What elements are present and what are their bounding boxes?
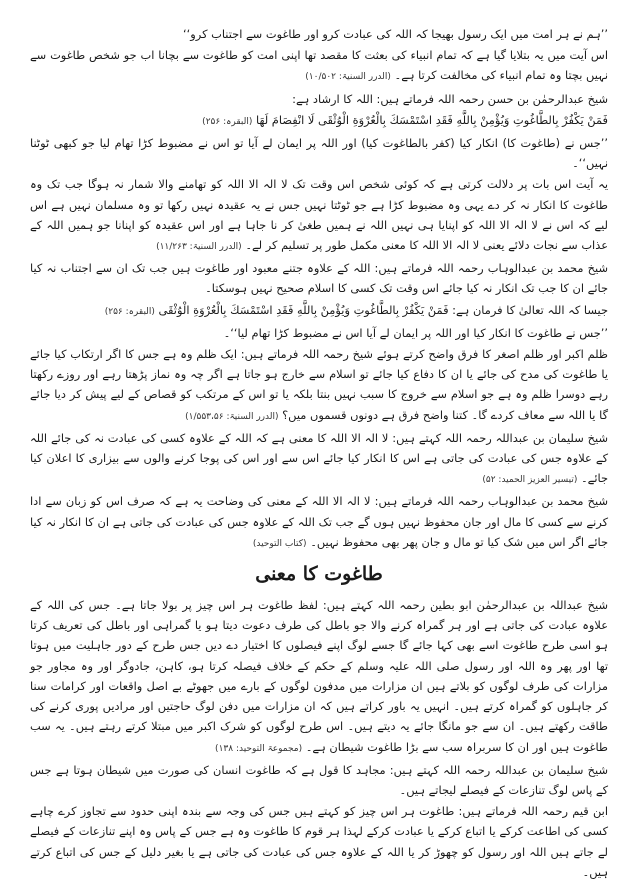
paragraph-text: فَمَنْ يَكْفُرْ بِالطَّاغُوتِ وَيُؤْمِنْ بِاللَّهِ فَقَدِ اسْتَمْسَكَ بِالْعُرْوَةِ الْوُثْقَى لَا انْفِصَامَ لَهَا bbox=[255, 112, 608, 127]
paragraph-text: شیخ عبداللہ بن عبدالرحمٰن ابو بطین رحمہ اللہ کہتے ہیں: لفظ طاغوت ہر اس چیز پر بولا جاتا ہے۔ جس کی اللہ کے علاوہ عبادت کی جاتی ہے اور ہر گمراہ کرنے والا جو باطل کی طرف دعوت دیتا ہو یا گمراہی اور باطل کی تعریف کرتا ہو اسی طرح طاغوت اسے بھی کہا جائے گا جسے لوگ اپنے فیصلوں کا اختیار دے دیں جس طرح کے دور جاہلیت میں ہوتا تھا اور پھر وہ اللہ اور رسول صلی اللہ علیہ وسلم کے حکم کے خلاف فیصلہ کرتا ہو، کاہن، جادوگر اور وہ مجاور جو مزارات کی طرف لوگوں کو بلاتے ہیں ان مزارات میں مدفون لوگوں کے بارے میں جھوٹے بے اصل واقعات اور کرامات سنا کر جاہلوں کو گمراہ کرتے ہیں۔ انہیں یہ باور کراتے ہیں کہ ان مزارات میں دفن لوگ حاجتیں اور مرادیں پوری کرنے کی طاقت رکھتے ہیں۔ ان سے جو مانگا جائے یہ دیتے ہیں۔ اس طرح لوگوں کو شرک اکبر میں مبتلا کرتے رہتے ہیں۔ یہ سب طاغوت ہیں اور ان کا سربراہ سب سے بڑا طاغوت شیطان ہے۔ bbox=[30, 598, 608, 754]
paragraph bbox=[30, 491, 608, 554]
citation: (کتاب التوحید) bbox=[252, 538, 307, 549]
citation: (الدرر السنیۃ: ۱۰/۵۰۲) bbox=[305, 72, 391, 83]
paragraph bbox=[30, 428, 608, 491]
paragraph-text: شیخ عبدالرحمٰن بن حسن رحمہ اللہ فرماتے ہیں: اللہ کا ارشاد ہے: bbox=[292, 91, 608, 106]
paragraph-text: شیخ محمد بن عبدالوہاب رحمہ اللہ فرماتے ہیں: لا الہ الا اللہ کے معنی کی وضاحت یہ ہے کہ صرف اس کو زبان سے ادا کرنے سے کسی کا مال اور جان محفوظ نہیں ہوں گے جب تک اللہ کے علاوہ جس کی عبادت کی جاتی ہے ان کا انکار نہ کیا جائے اگر اس میں شک کیا تو مال و جان پھر بھی محفوظ نہیں۔ bbox=[30, 494, 608, 549]
citation: (الدرر السنیۃ: ۱/۵۵۳،۵۶) bbox=[185, 411, 279, 422]
paragraph bbox=[30, 323, 608, 343]
paragraph bbox=[30, 258, 608, 298]
section-bottom bbox=[30, 595, 608, 882]
paragraph bbox=[30, 133, 608, 173]
paragraph-text: شیخ محمد بن عبدالوہاب رحمہ اللہ فرماتے ہیں: اللہ کے علاوہ جتنے معبود اور طاغوت ہیں جب تک ان سے اجتناب نہ کیا جائے ان کا جب تک انکار نہ کیا جائے اس وقت تک کسی کا اسلام صحیح نہیں ہوسکتا۔ bbox=[30, 261, 608, 296]
section-heading: طاغوت کا معنی bbox=[255, 563, 383, 586]
paragraph-text: ’’جس نے طاغوت کا انکار کیا اور اللہ پر ایمان لے آیا اس نے مضبوط کڑا تھام لیا‘‘۔ bbox=[223, 325, 608, 340]
paragraph-text: شیخ سلیمان بن عبداللہ رحمہ اللہ کہتے ہیں: مجاہد کا قول ہے کہ طاغوت انسان کی صورت میں شیطان ہوتا ہے جس کے پاس لوگ تنازعات کے فیصلے لیجاتے ہیں۔ bbox=[30, 762, 608, 797]
paragraph bbox=[30, 174, 608, 257]
paragraph bbox=[30, 110, 608, 132]
citation: (تیسیر العزیز الحمید: ۵۲) bbox=[482, 475, 578, 486]
paragraph bbox=[30, 89, 608, 109]
citation: (مجموعۃ التوحید: ۱۳۸) bbox=[215, 743, 303, 754]
paragraph bbox=[30, 24, 608, 44]
paragraph-text: ابن قیم رحمہ اللہ فرماتے ہیں: طاغوت ہر اس چیز کو کہتے ہیں جس کی وجہ سے بندہ اپنی حدود سے تجاوز کرے چاہے کسی کی اطاعت کرکے یا اتباع کرکے یا عبادت کرکے لہذا ہر قوم کا طاغوت وہ ہے جس کے پاس وہ اپنے تنازعات کے فیصلے لے جاتے ہیں اللہ اور رسول کو چھوڑ کر یا اللہ کے علاوہ جس کی عبادت کی جاتی ہے یا بغیر دلیل کے جس کی اتباع کرتے ہیں۔ bbox=[30, 804, 608, 879]
paragraph-text: ’’ہم نے ہر امت میں ایک رسول بھیجا کہ اللہ کی عبادت کرو اور طاغوت سے اجتناب کرو‘‘ bbox=[183, 27, 608, 41]
citation: (الدرر السنیۃ: ۱۱/۲۶۳) bbox=[156, 242, 242, 253]
paragraph bbox=[30, 760, 608, 800]
paragraph-text: ’’جس نے (طاغوت کا) انکار کیا (کفر بالطاغوت کیا) اور اللہ پر ایمان لے آیا تو اس نے مضبوط کڑا تھام لیا جو کبھی ٹوٹنا نہیں‘‘۔ bbox=[30, 136, 608, 171]
paragraph bbox=[30, 595, 608, 759]
section-top bbox=[30, 24, 608, 554]
paragraph-text: یہ آیت اس بات پر دلالت کرتی ہے کہ کوئی شخص اس وقت تک لا الہ الا اللہ کو تھامنے والا شمار نہ ہوگا جب تک وہ طاغوت کا انکار نہ کر دے یہی وہ مضبوط کڑا ہے جو ٹوٹتا نہیں جس نے یہ عقیدہ نہیں رکھا تو وہ مسلمان نہیں ہے اس لیے کہ اس نے لا الہ الا اللہ کو اپنایا ہی نہیں اللہ نے ہمیں طغیٰ کر نا جاہا ہے اور اس عقیدہ کو اپنانا جو ہمیں اللہ کے عذاب سے نجات دلائے یعنی لا الہ الا اللہ کا معنی مکمل طور پر تسلیم کر لے۔ bbox=[30, 177, 608, 253]
paragraph-text: شیخ سلیمان بن عبداللہ رحمہ اللہ کہتے ہیں: لا الہ الا اللہ کا معنی ہے کہ اللہ کے علاوہ کسی کی عبادت نہ کی جائے اللہ کے علاوہ جس کی عبادت کی جاتی ہے اس کا انکار کیا جائے اس سے اور اس کی پوجا کرنے والوں سے بیزاری کا اعلان کیا جائے۔ bbox=[30, 430, 608, 486]
paragraph bbox=[30, 45, 608, 87]
paragraph-text: اس آیت میں یہ بتلایا گیا ہے کہ تمام انبیاء کی بعثت کا مقصد تھا اپنی امت کو طاغوت سے بچانا اب جو شخص طاغوت سے نہیں بچتا وہ تمام انبیاء کی مخالفت کرتا ہے۔ bbox=[30, 48, 608, 83]
paragraph bbox=[30, 300, 608, 322]
paragraph-text: ظلم اکبر اور ظلم اصغر کا فرق واضح کرتے ہوئے شیخ رحمہ اللہ فرماتے ہیں: ایک ظلم وہ ہے جس کا اگر ارتکاب کیا جائے یا طاغوت کی مدح کی جائے یا ان کا دفاع کیا جائے تو اسلام سے خارج ہو جاتا ہے اگر چہ وہ نماز پڑھتا رہے اور روزے رکھتا رہے دوسرا ظلم وہ ہے جو اسلام سے خروج کا سبب نہیں بنتا بلکہ یا تو اس کے مرتکب کو قصاص کے لیے پیش کر دیا جائے گا یا اللہ سے معاف کردے گا۔ کتنا واضح فرق ہے دونوں قسموں میں؟ bbox=[30, 347, 608, 422]
paragraph-text: جیسا کہ اللہ تعالیٰ کا فرمان ہے: فَمَنْ يَكْفُرْ بِالطَّاغُوتِ وَيُؤْمِنْ بِاللَّهِ فَقَدِ اسْتَمْسَكَ بِالْعُرْوَةِ الْوُثْقَى bbox=[158, 302, 608, 317]
citation: (البقرہ: ۲۵۶) bbox=[202, 116, 253, 127]
citation: (البقرہ: ۲۵۶) bbox=[104, 306, 155, 317]
paragraph bbox=[30, 344, 608, 427]
